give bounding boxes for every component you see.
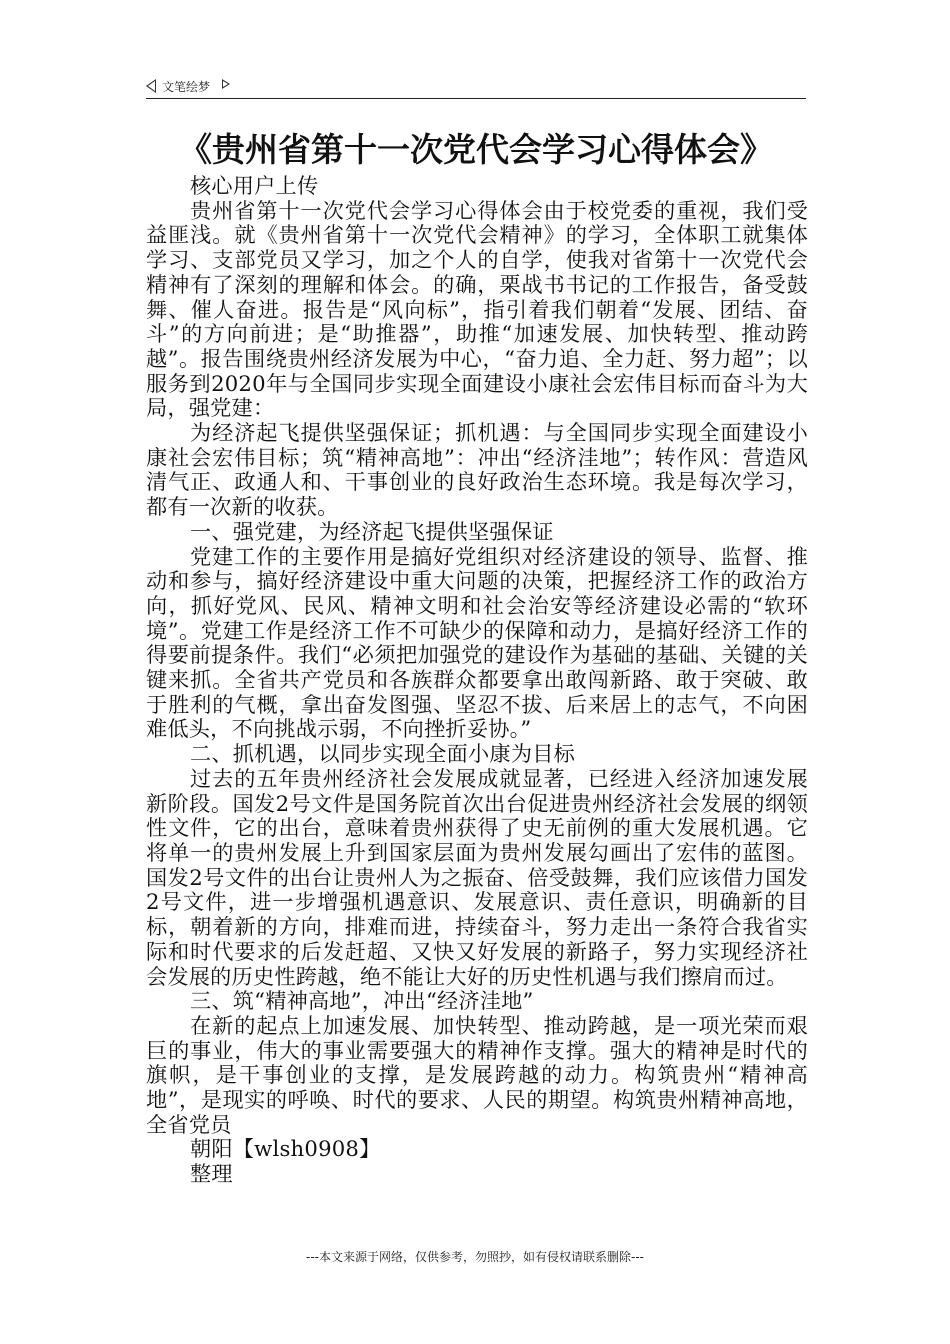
section-heading-1: 一、强党建，为经济起飞提供坚强保证 bbox=[190, 518, 554, 544]
paragraph-section-3: 在新的起点上加速发展、加快转型、推动跨越，是一项光荣而艰巨的事业，伟大的事业需要强大的精神作支撑。强大的精神是时代的旗帜，是干事创业的支撑，是发展跨越的动力。构筑贵州“精神高地”，是现实的呼唤、时代的要求、人民的期望。构筑贵州精神高地，全省党员 bbox=[146, 1012, 808, 1137]
upload-note: 核心用户上传 bbox=[190, 173, 319, 198]
triangle-left-icon bbox=[146, 79, 156, 93]
paragraph-section-1: 党建工作的主要作用是搞好党组织对经济建设的领导、监督、推动和参与，搞好经济建设中重大问题的决策，把握经济工作的政治方向，抓好党风、民风、精神文明和社会治安等经济建设必需的“软环境”。党建工作是经济工作不可缺少的保障和动力，是搞好经济工作的得要前提条件。我们“必须把加强党的建设作为基础的基础、关键的关键来抓。全省共产党员和各族群众都要拿出敢闯新路、敢于突破、敢于胜利的气概，拿出奋发图强、坚忍不拔、后来居上的志气，不向困难低头，不向挑战示弱，不向挫折妥协。” bbox=[146, 543, 808, 742]
section-heading-2: 二、抓机遇，以同步实现全面小康为目标 bbox=[190, 741, 575, 767]
paragraph-summary: 为经济起飞提供坚强保证；抓机遇：与全国同步实现全面建设小康社会宏伟目标；筑“精神高地”：冲出“经济洼地”；转作风：营造风清气正、政通人和、干事创业的良好政治生态环境。我是每次学习，都有一次新的收获。 bbox=[146, 420, 808, 520]
page-footer: ---本文来源于网络，仅供参考，勿照抄，如有侵权请联系删除--- bbox=[306, 1250, 644, 1264]
credit-action: 整理 bbox=[190, 1161, 233, 1187]
page-header bbox=[146, 74, 806, 99]
paragraph-intro: 贵州省第十一次党代会学习心得体会由于校党委的重视，我们受益匪浅。就《贵州省第十一次党代会精神》的学习，全体职工就集体学习、支部党员又学习，加之个人的自学，使我对省第十一次党代会精神有了深刻的理解和体会。的确，栗战书书记的工作报告，备受鼓舞、催人奋进。报告是“风向标”，指引着我们朝着“发展、团结、奋斗”的方向前进；是“助推器”，助推“加速发展、加快转型、推动跨越”。报告围绕贵州经济发展为中心，“奋力追、全力赶、努力超”；以服务到2020年与全国同步实现全面建设小康社会宏伟目标而奋斗为大局，强党建： bbox=[146, 197, 808, 421]
section-heading-3: 三、筑“精神高地”，冲出“经济洼地” bbox=[190, 988, 534, 1014]
document-body bbox=[146, 174, 808, 1187]
credit-line: 朝阳【wlsh0908】 bbox=[190, 1136, 381, 1162]
triangle-right-icon bbox=[222, 79, 230, 89]
paragraph-section-2: 过去的五年贵州经济社会发展成就显著，已经进入经济加速发展新阶段。国发2号文件是国务院首次出台促进贵州经济社会发展的纲领性文件，它的出台，意味着贵州获得了史无前例的重大发展机遇。它将单一的贵州发展上升到国家层面为贵州发展勾画出了宏伟的蓝图。国发2号文件的出台让贵州人为之振奋、倍受鼓舞，我们应该借力国发2号文件，进一步增强机遇意识、发展意识、责任意识，明确新的目标，朝着新的方向，排难而进，持续奋斗，努力走出一条符合我省实际和时代要求的后发赶超、又快又好发展的新路子，努力实现经济社会发展的历史性跨越，绝不能让大好的历史性机遇与我们擦肩而过。 bbox=[146, 765, 808, 989]
header-brand: 文笔绘梦 bbox=[162, 79, 211, 94]
document-title: 《贵州省第十一次党代会学习心得体会》 bbox=[179, 130, 773, 169]
